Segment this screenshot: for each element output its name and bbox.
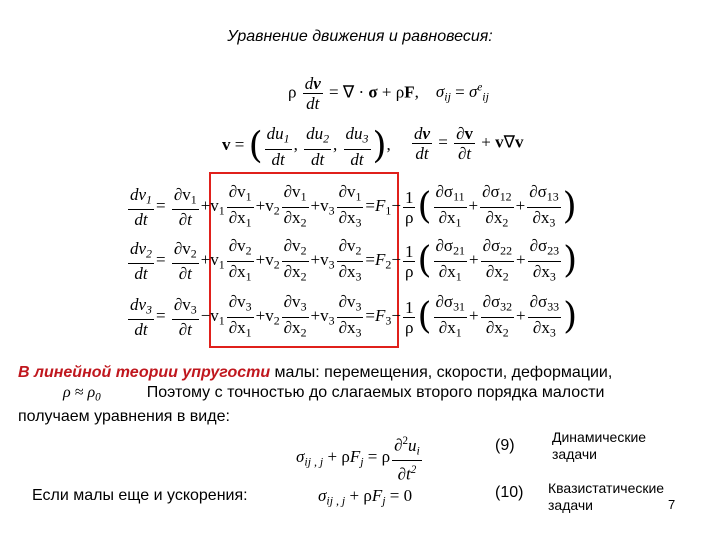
static-equation: $\sigma_{ij , j} + \rho F_j = 0$ — [318, 486, 413, 508]
equation-number-10: (10) — [495, 484, 524, 501]
component-equation-1: $\frac{dv_1}{dt}$ = $\frac{\partial v_1}{\partial t}$ $+v_1$ $\frac{\partial v_1}{\partial x_1}$ $+v_2$ $\frac{\partial v_1}{\partial x_2}$ $+v_3$ $\frac{\partial v_1}{\partial x_3}$ $=F_1-$ $\frac{1}{\rho}$ ( $\frac{\partial\sigma_{11}}{\partial x_1}$ + $\frac{\partial\sigma_{12}}{\partial x_2}$ + $\frac{\partial\sigma_{13}}{\partial x_3}$ ) — [130, 182, 577, 230]
material-derivative: $\frac{dv}{dt}$ = $\frac{\partial v}{\partial t}$ + v∇v — [414, 124, 524, 163]
component-equation-2: $\frac{dv_2}{dt}$ = $\frac{\partial v_2}{\partial t}$ $+v_1$ $\frac{\partial v_2}{\partial x_1}$ $+v_2$ $\frac{\partial v_2}{\partial x_2}$ $+v_3$ $\frac{\partial v_2}{\partial x_3}$ $=F_2-$ $\frac{1}{\rho}$ ( $\frac{\partial\sigma_{21}}{\partial x_1}$ + $\frac{\partial\sigma_{22}}{\partial x_2}$ + $\frac{\partial\sigma_{23}}{\partial x_3}$ ) — [130, 236, 578, 284]
rho-approx-text: ρ ≈ ρ — [63, 384, 96, 401]
equation-number-9: (9) — [495, 437, 515, 454]
dynamic-equation: $\sigma_{ij , j} + \rho F_j = \rho$ $\frac{\partial^2u_i}{\partial t^2}$ — [296, 432, 424, 484]
quasistatic-label-line-1: Квазистатические — [548, 480, 665, 496]
rho-approx-sub: 0 — [95, 391, 101, 404]
paragraph-line-2-text: Поэтому с точностью до слагаемых второго порядка малости — [146, 384, 605, 401]
dynamic-problems-label — [552, 429, 646, 463]
paragraph-line-1 — [18, 363, 612, 383]
linear-theory-phrase: В линейной теории упругости — [18, 364, 271, 381]
paragraph-line-2 — [18, 383, 612, 407]
dynamic-label-line-2: задачи — [552, 446, 597, 462]
dynamic-label-line-1: Динамические — [552, 429, 647, 445]
motion-equation: ρ $\frac{dv}{dt}$ = ∇ · σ + ρF, $\sigma_{ij} = \sigma^e_{ij}$ — [288, 74, 489, 113]
rho-approx — [63, 384, 101, 404]
paragraph-line-3: получаем уравнения в виде: — [18, 408, 230, 426]
velocity-definition: v = ( $\frac{du_1}{dt}$ , $\frac{du_2}{dt}$ , $\frac{du_3}{dt}$ ), — [222, 124, 391, 169]
small-accelerations-text: Если малы еще и ускорения: — [32, 487, 248, 504]
slide-title: Уравнение движения и равновесия: — [227, 28, 493, 45]
linear-theory-paragraph — [18, 363, 612, 427]
page-number: 7 — [668, 497, 676, 512]
quasistatic-label-line-2: задачи — [548, 497, 593, 513]
quasistatic-problems-label — [548, 480, 664, 514]
component-equation-3: $\frac{dv_3}{dt}$ = $\frac{\partial v_3}{\partial t}$ $-v_1$ $\frac{\partial v_3}{\partial x_1}$ $+v_2$ $\frac{\partial v_3}{\partial x_2}$ $+v_3$ $\frac{\partial v_3}{\partial x_3}$ $=F_3-$ $\frac{1}{\rho}$ ( $\frac{\partial\sigma_{31}}{\partial x_1}$ + $\frac{\partial\sigma_{32}}{\partial x_2}$ + $\frac{\partial\sigma_{33}}{\partial x_3}$ ) — [130, 292, 578, 340]
paragraph-line-1-text: малы: перемещения, скорости, деформации, — [270, 364, 613, 381]
